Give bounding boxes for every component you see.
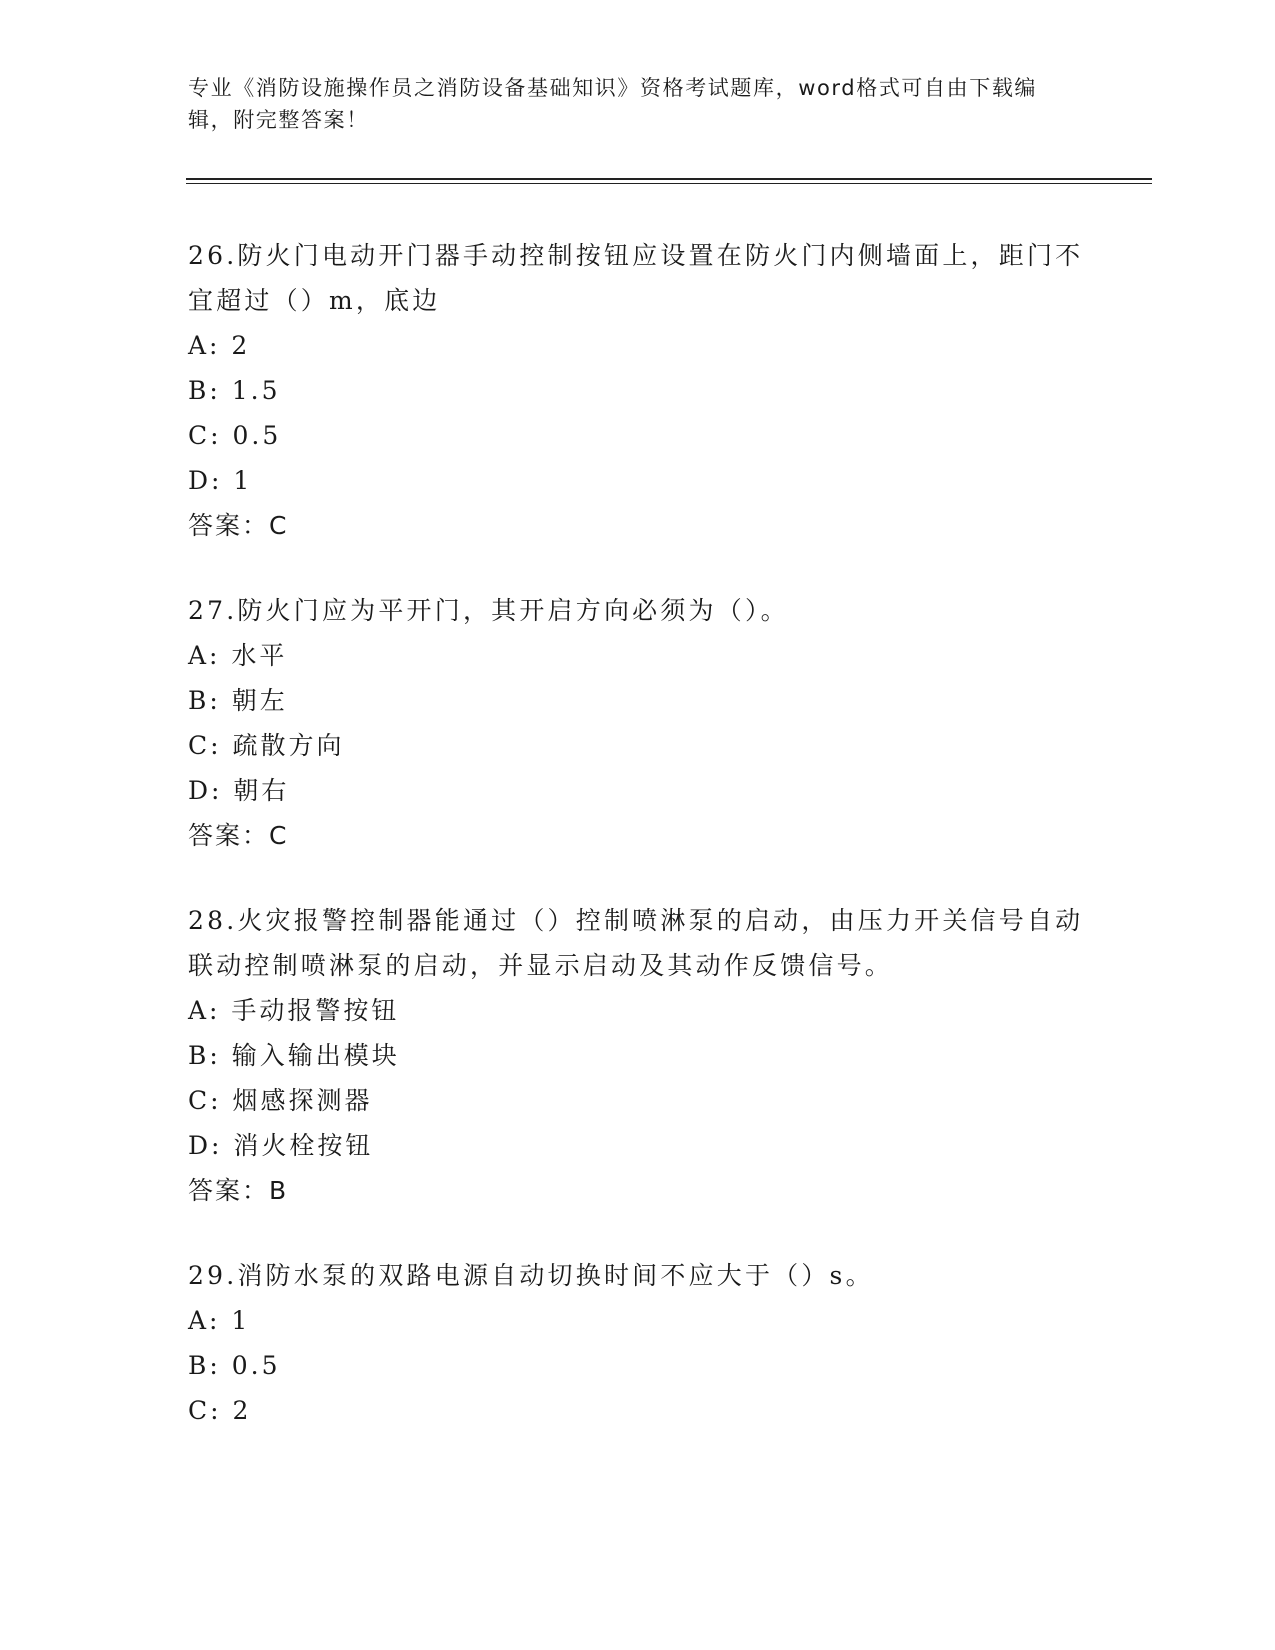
question-27 (188, 588, 1088, 858)
option-a: A: 2 (188, 331, 251, 360)
header-divider-thick (186, 178, 1152, 180)
question-26 (188, 233, 1088, 548)
option-b: B: 朝左 (188, 686, 288, 715)
option-c: C: 0.5 (188, 421, 282, 450)
question-list (188, 233, 1088, 1473)
question-text: 27.防火门应为平开门，其开启方向必须为（）。 (188, 596, 789, 625)
page-header: 专业《消防设施操作员之消防设备基础知识》资格考试题库，word格式可自由下载编辑，附完整答案！ (188, 76, 1038, 132)
option-c: C: 烟感探测器 (188, 1086, 373, 1115)
option-b: B: 输入输出模块 (188, 1041, 400, 1070)
header-divider-thin (186, 183, 1152, 184)
answer: 答案：C (188, 821, 289, 850)
question-text: 26.防火门电动开门器手动控制按钮应设置在防火门内侧墙面上，距门不宜超过（）m，底边 (188, 241, 1084, 315)
option-a: A: 1 (188, 1306, 251, 1335)
option-c: C: 2 (188, 1396, 252, 1425)
question-29 (188, 1253, 1088, 1433)
question-28 (188, 898, 1088, 1213)
option-a: A: 水平 (188, 641, 288, 670)
answer: 答案：B (188, 1176, 289, 1205)
question-text: 28.火灾报警控制器能通过（）控制喷淋泵的启动，由压力开关信号自动联动控制喷淋泵的启动，并显示启动及其动作反馈信号。 (188, 906, 1084, 980)
option-b: B: 1.5 (188, 376, 281, 405)
answer: 答案：C (188, 511, 289, 540)
option-a: A: 手动报警按钮 (188, 996, 400, 1025)
option-c: C: 疏散方向 (188, 731, 345, 760)
option-d: D: 1 (188, 466, 253, 495)
option-b: B: 0.5 (188, 1351, 281, 1380)
option-d: D: 消火栓按钮 (188, 1131, 374, 1160)
question-text: 29.消防水泵的双路电源自动切换时间不应大于（）s。 (188, 1261, 874, 1290)
option-d: D: 朝右 (188, 776, 290, 805)
